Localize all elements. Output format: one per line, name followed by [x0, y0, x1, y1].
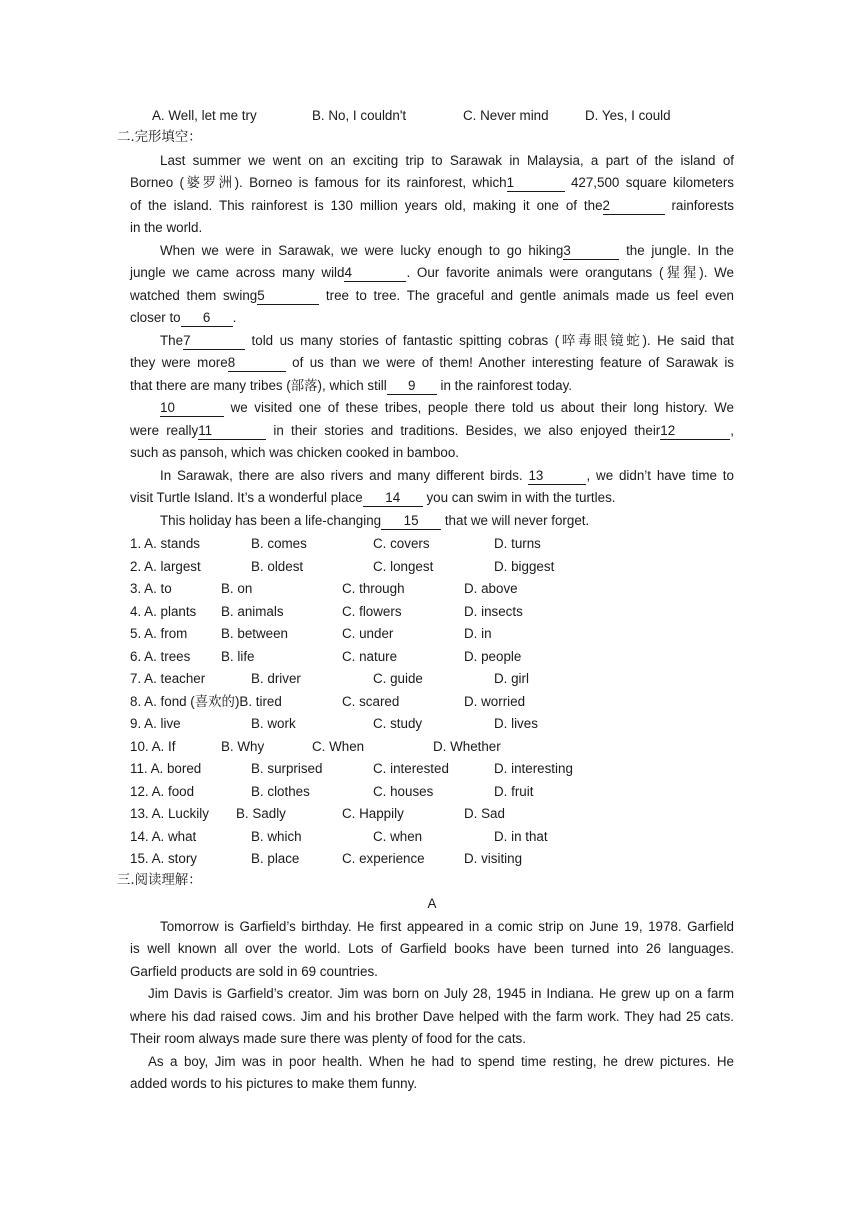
- reading-line: added words to his pictures to make them funny.: [130, 1076, 418, 1091]
- passage-line: such as pansoh, which was chicken cooked in bamboo.: [130, 445, 460, 460]
- question-11-option-a: 11. A. bored: [130, 761, 202, 776]
- passage-line: In Sarawak, there are also rivers and many different birds. 13 , we didn’t have time to: [160, 468, 734, 483]
- passage-line: that there are many tribes (部落), which still 9 in the rainforest today.: [130, 378, 572, 394]
- question-10-option-a: 10. A. If: [130, 739, 176, 754]
- question-12-option-d: D. fruit: [494, 784, 534, 799]
- section-heading-reading: 三.阅读理解：: [117, 873, 202, 888]
- question-11-option-b: B. surprised: [251, 761, 323, 776]
- reading-line: Jim Davis is Garfield’s creator. Jim was born on July 28, 1945 in Indiana. He grew up on a farm: [148, 986, 734, 1001]
- question-10-option-b: B. Why: [221, 739, 265, 754]
- passage-subtitle: A: [427, 896, 437, 911]
- blank-2: 2: [603, 197, 665, 215]
- reading-line: Garfield products are sold in 69 countries.: [130, 964, 378, 979]
- question-3-option-a: 3. A. to: [130, 581, 172, 596]
- passage-line: The7 told us many stories of fantastic spitting cobras (啐毒眼镜蛇). He said that: [160, 333, 734, 349]
- blank-14: 14: [363, 489, 423, 507]
- blank-5: 5: [257, 287, 319, 305]
- prev-option-c: C. Never mind: [463, 108, 549, 123]
- blank-1: 1: [507, 174, 565, 192]
- reading-line: Their room always made sure there was plenty of food for the cats.: [130, 1031, 526, 1046]
- prev-option-a: A. Well, let me try: [152, 108, 257, 123]
- question-13-option-d: D. Sad: [464, 806, 505, 821]
- question-10-option-d: D. Whether: [433, 739, 501, 754]
- question-7-option-c: C. guide: [373, 671, 423, 686]
- question-4-option-c: C. flowers: [342, 604, 402, 619]
- question-2-option-d: D. biggest: [494, 559, 555, 574]
- passage-line: Borneo (婆罗洲). Borneo is famous for its rainforest, which1 427,500 square kilometers: [130, 175, 734, 191]
- blank-8: 8: [228, 354, 286, 372]
- question-12-option-c: C. houses: [373, 784, 434, 799]
- question-8-option-a: 8. A. fond (喜欢的)B. tired: [130, 694, 282, 710]
- question-12-option-a: 12. A. food: [130, 784, 195, 799]
- question-15-option-d: D. visiting: [464, 851, 523, 866]
- question-6-option-b: B. life: [221, 649, 255, 664]
- question-2-option-b: B. oldest: [251, 559, 304, 574]
- question-1-option-d: D. turns: [494, 536, 541, 551]
- question-5-option-b: B. between: [221, 626, 288, 641]
- question-9-option-d: D. lives: [494, 716, 538, 731]
- question-3-option-b: B. on: [221, 581, 253, 596]
- question-9-option-b: B. work: [251, 716, 296, 731]
- question-5-option-d: D. in: [464, 626, 492, 641]
- question-15-option-b: B. place: [251, 851, 300, 866]
- question-11-option-d: D. interesting: [494, 761, 573, 776]
- question-5-option-c: C. under: [342, 626, 394, 641]
- section-heading-cloze: 二.完形填空：: [117, 130, 202, 145]
- question-6-option-d: D. people: [464, 649, 522, 664]
- passage-line: closer to 6 .: [130, 310, 237, 325]
- question-7-option-b: B. driver: [251, 671, 301, 686]
- passage-line: they were more8 of us than we were of them! Another interesting feature of Sarawak is: [130, 355, 734, 370]
- question-15-option-a: 15. A. story: [130, 851, 197, 866]
- blank-9: 9: [387, 377, 437, 395]
- question-9-option-a: 9. A. live: [130, 716, 181, 731]
- reading-line: As a boy, Jim was in poor health. When he had to spend time resting, he drew pictures. He: [148, 1054, 734, 1069]
- blank-3: 3: [563, 242, 619, 260]
- reading-line: where his dad raised cows. Jim and his brother Dave helped with the farm work. They had 25 cats.: [130, 1009, 734, 1024]
- question-15-option-c: C. experience: [342, 851, 425, 866]
- question-6-option-c: C. nature: [342, 649, 398, 664]
- blank-6: 6: [181, 309, 233, 327]
- passage-line: Last summer we went on an exciting trip to Sarawak in Malaysia, a part of the island of: [160, 153, 734, 168]
- reading-line: is well known all over the world. Lots of Garfield books have been turned into 26 languages.: [130, 941, 734, 956]
- question-3-option-d: D. above: [464, 581, 518, 596]
- question-10-option-c: C. When: [312, 739, 365, 754]
- question-1-option-c: C. covers: [373, 536, 430, 551]
- passage-line: of the island. This rainforest is 130 million years old, making it one of the2 rainforests: [130, 198, 734, 213]
- question-4-option-d: D. insects: [464, 604, 523, 619]
- question-5-option-a: 5. A. from: [130, 626, 188, 641]
- question-4-option-a: 4. A. plants: [130, 604, 197, 619]
- question-1-option-a: 1. A. stands: [130, 536, 200, 551]
- question-8-option-d: D. worried: [464, 694, 526, 709]
- question-13-option-a: 13. A. Luckily: [130, 806, 209, 821]
- blank-10: 10: [160, 399, 224, 417]
- question-2-option-c: C. longest: [373, 559, 434, 574]
- question-9-option-c: C. study: [373, 716, 423, 731]
- blank-13: 13: [528, 467, 586, 485]
- question-7-option-a: 7. A. teacher: [130, 671, 206, 686]
- prev-option-d: D. Yes, I could: [585, 108, 671, 123]
- blank-12: 12: [660, 422, 730, 440]
- passage-line: When we were in Sarawak, we were lucky enough to go hiking3 the jungle. In the: [160, 243, 734, 258]
- question-13-option-b: B. Sadly: [236, 806, 286, 821]
- question-13-option-c: C. Happily: [342, 806, 404, 821]
- blank-7: 7: [183, 332, 245, 350]
- passage-line: This holiday has been a life-changing 15 that we will never forget.: [160, 513, 590, 528]
- blank-4: 4: [344, 264, 406, 282]
- question-14-option-a: 14. A. what: [130, 829, 197, 844]
- question-14-option-d: D. in that: [494, 829, 548, 844]
- question-12-option-b: B. clothes: [251, 784, 310, 799]
- question-11-option-c: C. interested: [373, 761, 449, 776]
- question-7-option-d: D. girl: [494, 671, 529, 686]
- question-8-option-c: C. scared: [342, 694, 400, 709]
- question-3-option-c: C. through: [342, 581, 405, 596]
- question-4-option-b: B. animals: [221, 604, 284, 619]
- passage-line: watched them swing5 tree to tree. The graceful and gentle animals made us feel even: [130, 288, 734, 303]
- question-14-option-b: B. which: [251, 829, 302, 844]
- question-2-option-a: 2. A. largest: [130, 559, 201, 574]
- passage-line: were really11 in their stories and traditions. Besides, we also enjoyed their12 ,: [130, 423, 734, 438]
- blank-11: 11: [198, 422, 266, 440]
- question-6-option-a: 6. A. trees: [130, 649, 191, 664]
- passage-line: in the world.: [130, 220, 203, 235]
- prev-option-b: B. No, I couldn't: [312, 108, 407, 123]
- passage-line: jungle we came across many wild4 . Our favorite animals were orangutans (猩猩). We: [130, 265, 734, 281]
- passage-line: 10 we visited one of these tribes, people there told us about their long history. We: [160, 400, 734, 415]
- question-1-option-b: B. comes: [251, 536, 307, 551]
- blank-15: 15: [381, 512, 441, 530]
- passage-line: visit Turtle Island. It’s a wonderful place 14 you can swim in with the turtles.: [130, 490, 616, 505]
- reading-line: Tomorrow is Garfield’s birthday. He first appeared in a comic strip on June 19, 1978. Garfield: [160, 919, 734, 934]
- question-14-option-c: C. when: [373, 829, 423, 844]
